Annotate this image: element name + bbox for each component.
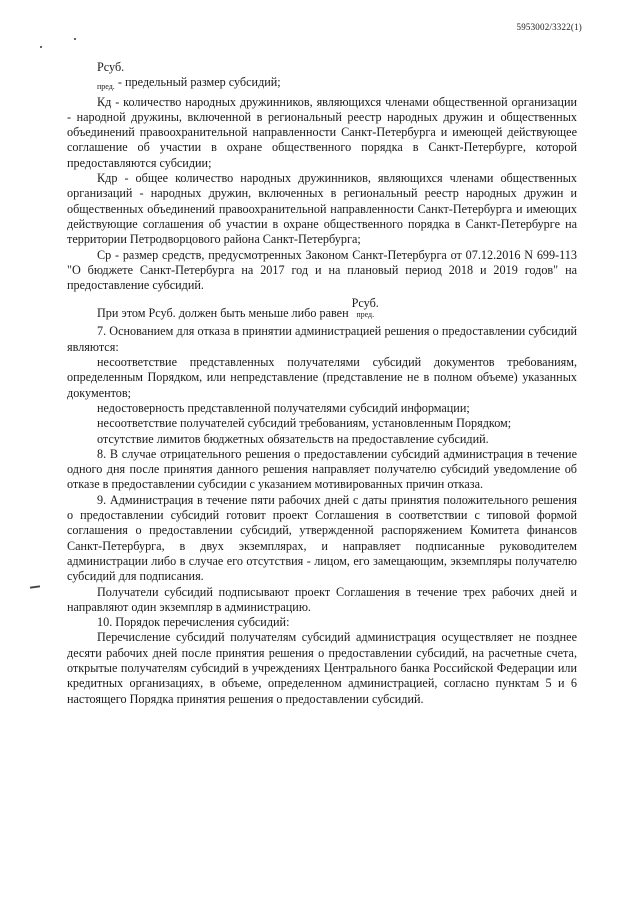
paragraph-9: 9. Администрация в течение пяти рабочих дней с даты принятия положительного решения о предоставлении субсидий готовит проект Соглашения в соответствии с типовой формой соглашения о предоставлении субсидий, утвержденной распоряжением Комитета финансов Санкт-Петербурга, в двух экземплярах, и направляет подписанные руководителем администрации либо в случае его отсутствия - лицом, его замещающим, экземпляры получателю субсидий для подписания. xyxy=(67,492,577,584)
scan-speck xyxy=(40,46,42,48)
paragraph-10: 10. Порядок перечисления субсидий: xyxy=(97,615,290,630)
document-body xyxy=(67,60,577,707)
condition-line xyxy=(97,297,577,321)
condition-text: При этом Рсуб. должен быть меньше либо равен xyxy=(97,306,349,321)
paragraph-8: 8. В случае отрицательного решения о предоставлении субсидий администрация в течение одного дня после принятия данного решения направляет получателю субсидий уведомление об отказе в предоставлении субсидии с указанием мотивированных причин отказа. xyxy=(67,446,577,492)
paragraph-7: 7. Основанием для отказа в принятии администрацией решения о предоставлении субсидий являются: xyxy=(67,324,577,354)
condition-symbol xyxy=(352,297,379,321)
paragraph-9-b: Получатели субсидий подписывают проект Соглашения в течение трех рабочих дней и направляют один экземпляр в администрацию. xyxy=(67,584,577,614)
margin-mark xyxy=(30,585,40,588)
paragraph-7-item-d: отсутствие лимитов бюджетных обязательств на предоставление субсидий. xyxy=(97,431,489,446)
condition-symbol-top: Рсуб. xyxy=(351,296,379,311)
paragraph-7-item-a: несоответствие представленных получателями субсидий документов требованиям, определенным Порядком, или непредставление (представление не в полном объеме) указанных документов; xyxy=(67,355,577,400)
symbol-psub: Рсуб. xyxy=(97,60,125,74)
symbol-subscript: пред. xyxy=(97,82,115,92)
symbol-definition-text: - предельный размер субсидий; xyxy=(114,75,281,90)
document-number: 5953002/3322(1) xyxy=(516,22,582,32)
paragraph-10-a: Перечисление субсидий получателям субсидий администрация осуществляет не позднее десяти рабочих дней после принятия решения о предоставлении субсидий, на расчетные счета, открытые получателям субсидий в учреждениях Центрального банка Российской Федерации или кредитных организациях, в объеме, определенном администрацией, согласно пунктам 5 и 6 настоящего Порядка принятия решения о предоставлении субсидий. xyxy=(67,630,577,706)
symbol-definition xyxy=(67,75,577,91)
paragraph-sr: Ср - размер средств, предусмотренных Законом Санкт-Петербурга от 07.12.2016 N 699-113 "О бюджете Санкт-Петербурга на 2017 год и на плановый период 2018 и 2019 годов" на предоставление субсидий. xyxy=(67,247,577,293)
paragraph-7-item-c: несоответствие получателей субсидий требованиям, установленным Порядком; xyxy=(97,416,512,431)
condition-symbol-sub: пред. xyxy=(356,310,375,320)
paragraph-kdr: Кдр - общее количество народных дружинников, являющихся членами общественных организаций - народных дружин, включенных в региональный реестр народных дружин и общественных объединений правоохранительной направленности Санкт-Петербурга и имеющих действующие соглашения об участии в охране общественного порядка в Санкт-Петербурге на территории Петродворцового района Санкт-Петербурга; xyxy=(67,171,577,247)
paragraph-kd: Кд - количество народных дружинников, являющихся членами общественной организации - народной дружины, включенной в региональный реестр народных дружин и общественных объединений правоохранительной направленности Санкт-Петербурга и имеющей действующее соглашение об участии в охране общественного порядка в Санкт-Петербурге, которой предоставляются субсидии; xyxy=(67,94,577,170)
paragraph-7-item-b: недостоверность представленной получателями субсидий информации; xyxy=(97,400,470,415)
scan-speck xyxy=(74,38,76,40)
